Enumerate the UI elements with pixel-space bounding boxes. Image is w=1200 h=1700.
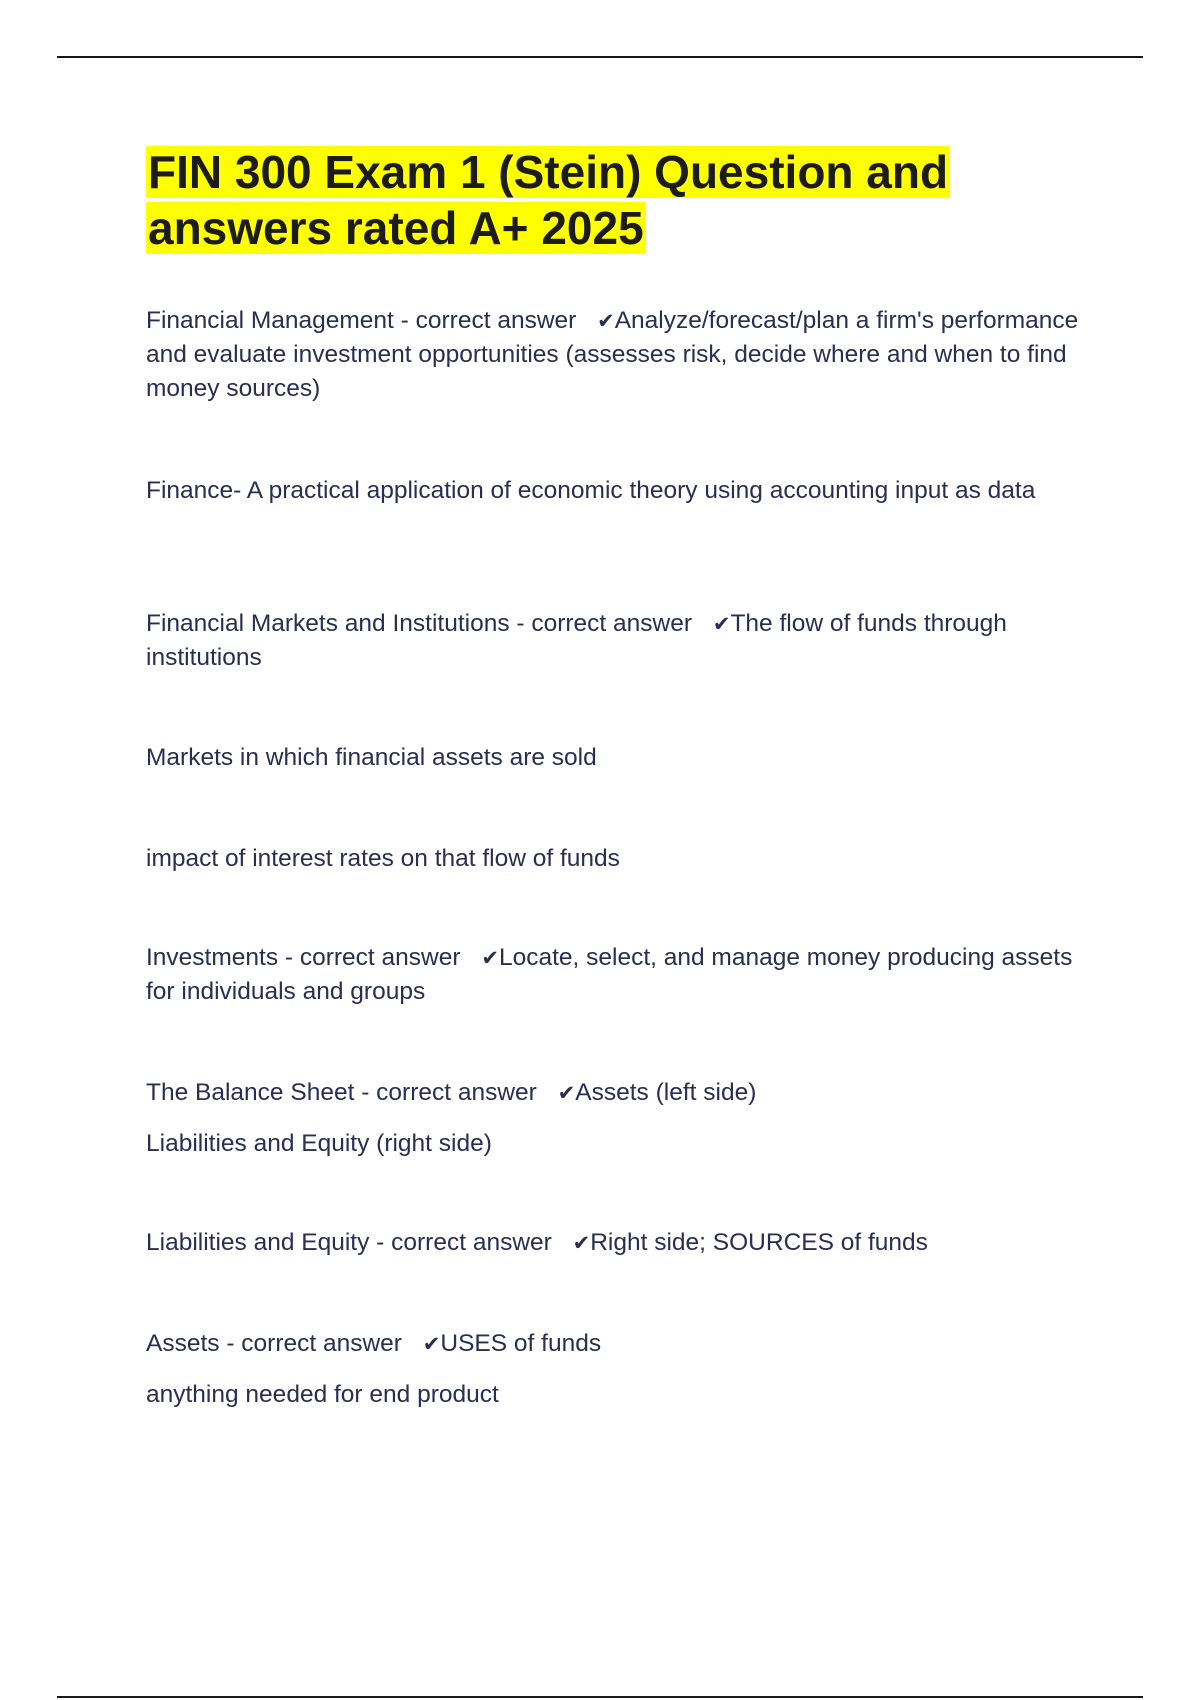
- body-text: Finance- A practical application of economic theory using accounting input as data: [146, 477, 1036, 504]
- header-rule: [57, 56, 1143, 58]
- text-end-product: [146, 1378, 1086, 1412]
- qa-answer: Locate, select, and manage money producing assets for individuals and groups: [146, 944, 1073, 1005]
- qa-term: Liabilities and Equity: [146, 1229, 370, 1256]
- qa-separator: - correct answer: [369, 1229, 559, 1256]
- body-text: Markets in which financial assets are sold: [146, 744, 597, 771]
- qa-separator: - correct answer: [219, 1330, 409, 1357]
- qa-separator: - correct answer: [393, 307, 584, 334]
- qa-separator: - correct answer: [354, 1079, 544, 1106]
- text-interest-rates: [146, 842, 1086, 876]
- qa-term: The Balance Sheet: [146, 1079, 355, 1106]
- text-markets: [146, 741, 1086, 775]
- body-text: impact of interest rates on that flow of funds: [146, 845, 620, 872]
- text-liabilities-right-side: [146, 1127, 1086, 1161]
- check-icon: ✔: [572, 1231, 591, 1255]
- qa-answer: USES of funds: [440, 1330, 602, 1357]
- check-icon: ✔: [597, 309, 615, 333]
- qa-entry-assets: [146, 1327, 1086, 1361]
- check-icon: ✔: [422, 1332, 441, 1356]
- footer-rule: [57, 1696, 1143, 1698]
- title-highlight: FIN 300 Exam 1 (Stein) Question and answers rated A+ 2025: [148, 146, 949, 254]
- check-icon: ✔: [557, 1081, 576, 1105]
- qa-term: Financial Markets and Institutions: [146, 610, 510, 637]
- body-text: Liabilities and Equity (right side): [146, 1130, 492, 1157]
- body-text: anything needed for end product: [146, 1381, 499, 1408]
- qa-entry-investments: [146, 941, 1086, 1009]
- qa-term: Assets: [146, 1330, 220, 1357]
- document-title: [146, 144, 1106, 256]
- qa-entry-financial-management: [146, 304, 1086, 406]
- qa-term: Financial Management: [146, 307, 394, 334]
- qa-answer: Right side; SOURCES of funds: [590, 1229, 928, 1256]
- qa-entry-financial-markets: [146, 607, 1086, 675]
- check-icon: ✔: [712, 612, 731, 636]
- qa-answer: Analyze/forecast/plan a firm's performance and evaluate investment opportunities (assesses risk, decide where and when to find money sources): [146, 307, 1079, 402]
- text-finance-definition: [146, 474, 1086, 508]
- qa-separator: - correct answer: [278, 944, 468, 971]
- check-icon: ✔: [481, 946, 499, 970]
- qa-separator: - correct answer: [509, 610, 699, 637]
- qa-entry-liabilities-equity: [146, 1226, 1086, 1260]
- qa-answer: Assets (left side): [575, 1079, 757, 1106]
- qa-entry-balance-sheet: [146, 1076, 1086, 1110]
- qa-answer: The flow of funds through institutions: [146, 610, 1007, 671]
- qa-term: Investments: [146, 944, 279, 971]
